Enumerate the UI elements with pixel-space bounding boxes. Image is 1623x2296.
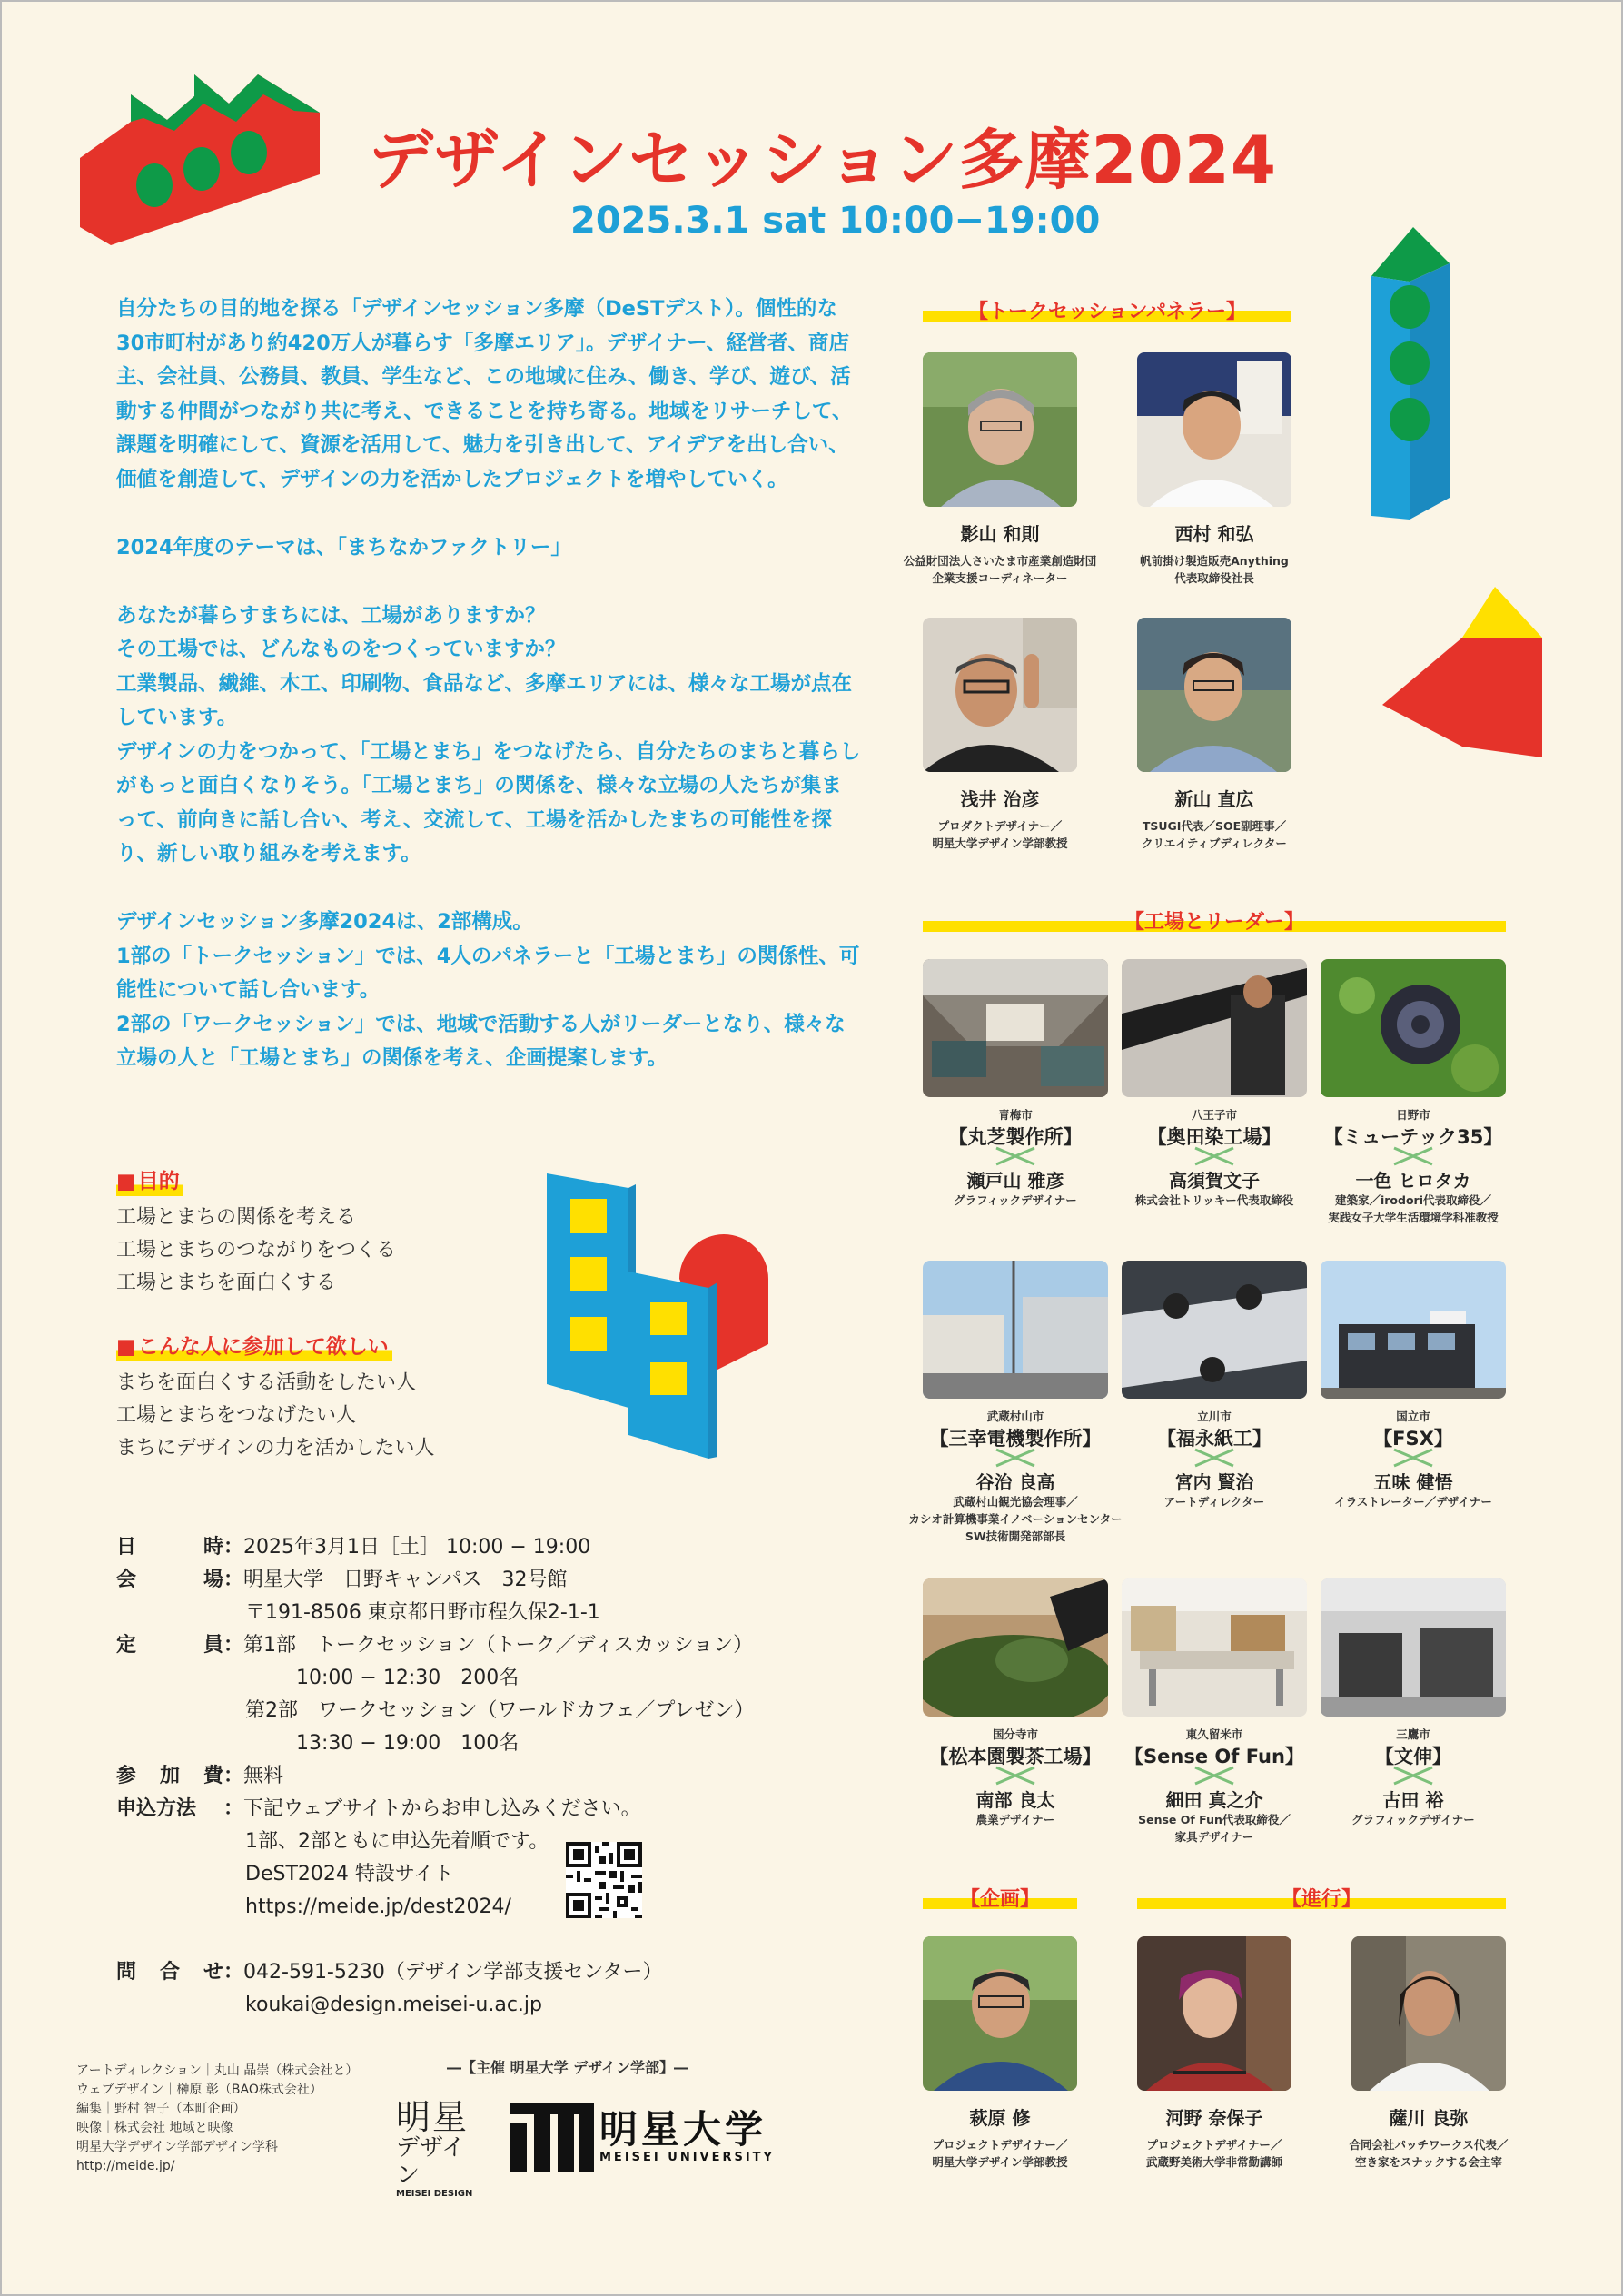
credit-line: ウェブデザイン｜榊原 彰（BAO株式会社） [76,2083,322,2097]
factory-city: 三鷹市 [1396,1727,1430,1741]
factory-name: 【奥田染工場】 [1147,1126,1282,1148]
info-value: 2025年3月1日［土］ 10:00 − 19:00 [243,1536,591,1559]
factory-city: 東久留米市 [1185,1727,1243,1741]
organizer-name: 薩川 良弥 [1389,2107,1469,2129]
panelist-photo [1137,352,1291,507]
info-label: 員 [203,1634,223,1657]
leader-name: 南部 良太 [975,1789,1055,1811]
info-row-capacity [116,1629,825,1662]
contact-phone: 042-591-5230（デザイン学部支援センター） [243,1961,663,1984]
intro-text [116,292,861,1076]
event-info [116,1531,825,2022]
colon: ： [223,1765,244,1787]
logo-text: 明星 [396,2097,470,2137]
credit-line: 映像｜株式会社 地域と映像 [76,2121,233,2135]
list-item: 工場とまちをつなげたい人 [116,1404,357,1427]
leader-name: 古田 裕 [1382,1789,1444,1811]
leader-role: 建築家／irodori代表取締役／ 実践女子大学生活環境学科准教授 [1328,1193,1499,1224]
info-label: 合 [159,1961,180,1984]
theme-line: 2024年度のテーマは、「まちなかファクトリー」 [116,535,571,559]
factory-name: 【丸芝製作所】 [948,1126,1083,1148]
panelist-photo [923,352,1077,507]
info-row-fee [116,1760,825,1793]
factory-name: 【文伸】 [1375,1746,1451,1767]
factory-photo [1122,959,1307,1097]
cross-icon [1392,1448,1434,1468]
meisei-university-logo [599,2109,775,2164]
factory-photo [923,1261,1108,1399]
factory-name: 【Sense Of Fun】 [1124,1746,1304,1767]
info-value: DeST2024 特設サイト [245,1863,454,1885]
intro-line: デザインの力をつかって、「工場とまち」をつなげたら、自分たちのまちと暮らしがもっと面白くなりそう。「工場とまち」の関係を、様々な立場の人たちが集まって、前向きに話し合い、考え、交流して、工場を活かしたまちの可能性を探り、新しい取り組みを考えます。 [116,739,861,866]
organizer-name: 萩原 修 [969,2107,1031,2129]
factory-city: 武蔵村山市 [986,1410,1044,1423]
credit-line: 編集｜野村 智子（本町企画） [76,2102,246,2116]
talk-heading: 【トークセッションパネラー】 [967,301,1247,323]
info-value: 明星大学 日野キャンパス 32号館 [243,1569,568,1591]
panelist-role: TSUGI代表／SOE副理事／ クリエイティブディレクター [1142,819,1287,850]
host-label: ―【主催 明星大学 デザイン学部】― [447,2059,689,2076]
info-label: 問 [116,1961,137,1984]
cross-icon [1193,1448,1235,1468]
structure-line: デザインセッション多摩2024は、2部構成。 [116,910,533,934]
leader-role: 農業デザイナー [975,1813,1055,1826]
credit-line: 明星大学デザイン学部デザイン学科 [76,2140,279,2154]
leader-role: グラフィックデザイナー [954,1193,1077,1207]
info-row-date [116,1531,825,1564]
leader-name: 細田 真之介 [1165,1789,1263,1811]
colon: ： [223,1569,244,1591]
panelist-photo [923,618,1077,772]
info-label: 会 [116,1569,137,1591]
poster-title: デザインセッション多摩2024 [368,122,1277,198]
leader-role: 株式会社トリッキー代表取締役 [1134,1193,1294,1207]
leader-role: アートディレクター [1163,1495,1265,1509]
target-heading: ■ こんな人に参加して欲しい [116,1330,392,1361]
tower-illustration [1370,225,1451,520]
cross-icon [1193,1766,1235,1786]
factory-city: 立川市 [1197,1410,1232,1423]
list-item: まちにデザインの力を活かしたい人 [116,1437,435,1460]
leader-role: グラフィックデザイナー [1351,1813,1475,1826]
factory-name: 【福永紙工】 [1157,1428,1272,1450]
factory-city: 青梅市 [998,1108,1033,1122]
factory-name: 【FSX】 [1373,1428,1453,1450]
info-value: 第1部 トークセッション（トーク／ディスカッション） [243,1634,754,1657]
logo-text: MEISEI DESIGN [396,2189,473,2199]
info-label: 場 [203,1569,223,1591]
factory-city: 八王子市 [1191,1108,1237,1122]
factory-city: 国分寺市 [992,1727,1038,1741]
meisei-university-mark-icon [509,2102,596,2172]
planning-heading: 【企画】 [959,1888,1040,1911]
credit-line: アートディレクション｜丸山 晶崇（株式会社と） [76,2063,359,2078]
panelist-role: 帆前掛け製造販売Anything 代表取締役社長 [1140,554,1289,585]
purpose-heading: ■ 目的 [116,1164,183,1196]
purpose-section [116,1164,534,1300]
factory-name: 【ミューテック35】 [1323,1126,1503,1148]
info-label: 時 [203,1536,223,1559]
list-item: 工場とまちのつながりをつくる [116,1239,397,1262]
buildings-illustration [545,1172,770,1460]
leader-name: 瀬戸山 雅彦 [966,1170,1064,1192]
list-item: 工場とまちを面白くする [116,1272,337,1294]
intro-line: 工業製品、繊維、木工、印刷物、食品など、多摩エリアには、様々な工場が点在しています。 [116,671,853,729]
info-value: 第2部 ワークセッション（ワールドカフェ／プレゼン） [245,1699,755,1722]
contact-email[interactable]: koukai@design.meisei-u.ac.jp [245,1994,542,2016]
factory-city: 日野市 [1396,1108,1430,1122]
target-section [116,1330,534,1465]
panelist-name: 新山 直広 [1174,788,1254,810]
organizer-name: 河野 奈保子 [1165,2107,1263,2129]
panelist-name: 西村 和弘 [1174,523,1254,545]
leader-role: 武蔵村山観光協会理事／ カシオ計算機事業イノベーションセンター SW技術開発部部長 [908,1495,1123,1543]
colon: ： [223,1797,244,1820]
panelist-name: 影山 和則 [960,523,1040,545]
logo-text: デザイン [396,2134,466,2189]
leader-name: 谷治 良高 [975,1471,1055,1493]
organizer-photo [1351,1936,1506,2091]
info-row-contact [116,1956,825,1989]
intro-paragraph: 自分たちの目的地を探る「デザインセッション多摩（DeSTデスト）。個性的な30市町村があり約420万人が暮らす「多摩エリア」。デザイナー、経営者、商店主、会社員、公務員、教員、学生など、この地域に住み、働き、学び、遊び、活動する仲間がつながり共に考え、できることを持ち寄る。地域をリサーチして、課題を明確にして、資源を活用して、魅力を引き出して、アイデアを出し合い、価値を創造して、デザインの力を活かしたプロジェクトを増やしていく。 [116,297,853,491]
info-label: 定 [116,1634,137,1657]
factory-photo [1321,959,1506,1097]
organizer-photo [1137,1936,1291,2091]
colon: ： [223,1536,244,1559]
colon: ： [223,1634,244,1657]
panelist-role: プロダクトデザイナー／ 明星大学デザイン学部教授 [932,819,1068,850]
info-value: 1部、2部ともに申込先着順です。 [245,1830,549,1853]
leader-name: 宮内 賢治 [1174,1471,1254,1493]
progress-heading: 【進行】 [1281,1888,1361,1911]
event-date: 2025.3.1 sat 10:00−19:00 [570,200,1101,242]
credits [76,2062,358,2176]
factory-illustration [76,67,323,245]
house-illustration [1381,585,1544,759]
factory-photo [923,1578,1108,1717]
panelist-name: 浅井 治彦 [960,788,1040,810]
info-value: 無料 [243,1765,284,1787]
cross-icon [995,1448,1036,1468]
cross-icon [995,1146,1036,1166]
leader-name: 五味 健悟 [1373,1471,1453,1493]
structure-line: 1部の「トークセッション」では、4人のパネラーと「工場とまち」の関係性、可能性について話し合います。 [116,944,860,1002]
factory-photo [923,959,1108,1097]
factories-heading: 【工場とリーダー】 [1123,911,1304,934]
cross-icon [995,1766,1036,1786]
factory-photo [1122,1578,1307,1717]
cross-icon [1392,1146,1434,1166]
info-value: 13:30 − 19:00 100名 [296,1732,520,1755]
factory-photo [1321,1578,1506,1717]
credit-link[interactable]: http://meide.jp/ [76,2159,175,2173]
leader-name: 一色 ヒロタカ [1355,1170,1471,1192]
intro-line: その工場では、どんなものをつくっていますか？ [116,638,566,661]
cross-icon [1392,1766,1434,1786]
leader-role: イラストレーター／デザイナー [1334,1495,1492,1509]
factory-photo [1122,1261,1307,1399]
structure-line: 2部の「ワークセッション」では、地域で活動する人がリーダーとなり、様々な立場の人と「工場とまち」の関係を考え、企画提案します。 [116,1012,846,1070]
info-row-venue [116,1564,825,1597]
factory-name: 【三幸電機製作所】 [929,1428,1102,1450]
factory-name: 【松本園製茶工場】 [929,1746,1102,1767]
info-label: せ [203,1961,223,1984]
leader-role: Sense Of Fun代表取締役／ 家具デザイナー [1138,1813,1291,1844]
website-link[interactable]: https://meide.jp/dest2024/ [245,1895,511,1918]
cross-icon [1193,1146,1235,1166]
leader-name: 高須賀文子 [1169,1170,1260,1192]
info-label: 申込方法 [116,1797,197,1820]
qr-code-icon[interactable] [566,1842,642,1918]
organizer-photo [923,1936,1077,2091]
colon: ： [223,1961,244,1984]
list-item: 工場とまちの関係を考える [116,1206,357,1229]
organizer-role: プロジェクトデザイナー／ 明星大学デザイン学部教授 [932,2138,1068,2169]
info-label: 日 [116,1536,137,1559]
list-item: まちを面白くする活動をしたい人 [116,1371,417,1394]
organizer-role: プロジェクトデザイナー／ 武蔵野美術大学非常勤講師 [1145,2138,1282,2169]
logo-text: MEISEI UNIVERSITY [599,2151,775,2164]
info-label: 参 [116,1765,137,1787]
info-value: 〒191-8506 東京都日野市程久保2-1-1 [245,1601,600,1624]
panelist-role: 公益財団法人さいたま市産業創造財団 企業支援コーディネーター [903,554,1097,585]
info-value: 下記ウェブサイトからお申し込みください。 [243,1797,641,1820]
meisei-design-logo [396,2097,487,2199]
info-row-apply [116,1793,825,1826]
intro-line: あなたが暮らすまちには、工場がありますか？ [116,603,546,628]
info-label: 費 [203,1765,223,1787]
factory-photo [1321,1261,1506,1399]
panelist-photo [1137,618,1291,772]
factory-city: 国立市 [1396,1410,1430,1423]
info-label: 加 [159,1765,180,1787]
organizer-role: 合同会社パッチワークス代表／ 空き家をスナックする会主宰 [1349,2138,1509,2169]
logo-text: 明星大学 [599,2107,767,2152]
info-value: 10:00 − 12:30 200名 [296,1667,520,1689]
